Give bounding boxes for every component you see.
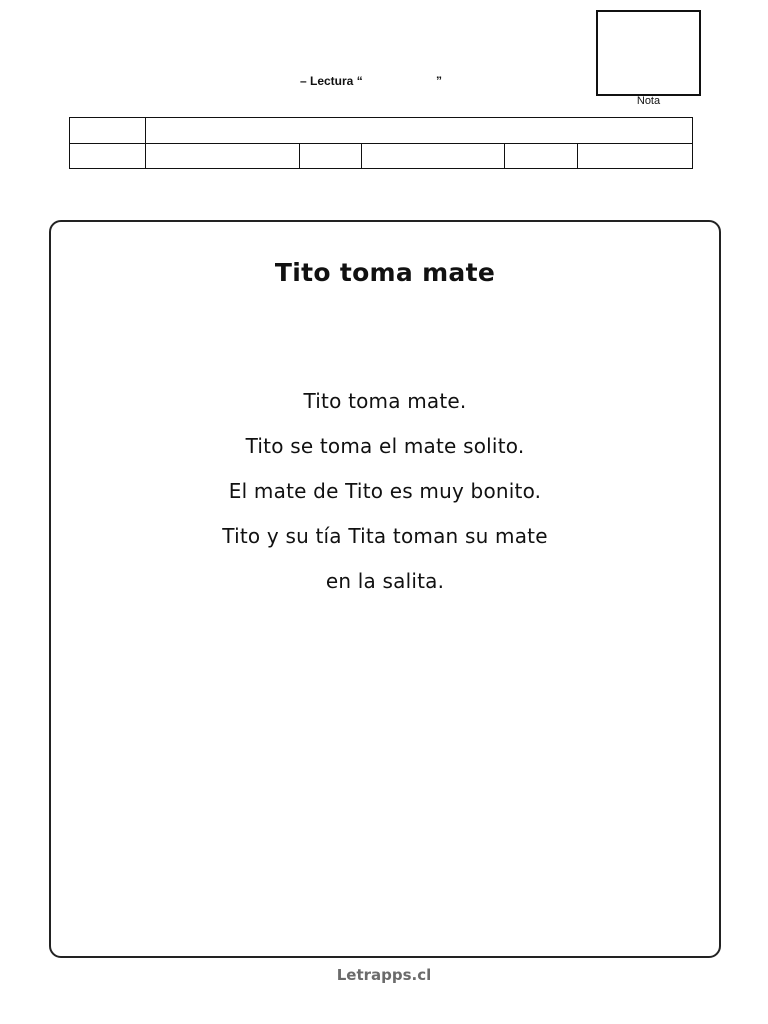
info-cell-label xyxy=(70,118,146,143)
info-cell-field xyxy=(362,143,505,168)
info-cell-label xyxy=(300,143,362,168)
grade-label: Nota xyxy=(636,95,661,107)
info-cell-label xyxy=(70,143,146,168)
reading-line: Tito y su tía Tita toman su mate xyxy=(222,524,548,548)
reading-line: Tito se toma el mate solito. xyxy=(245,434,525,458)
info-row-name xyxy=(70,118,692,144)
info-cell-label xyxy=(505,143,578,168)
info-cell-field xyxy=(146,143,300,168)
reading-line: El mate de Tito es muy bonito. xyxy=(228,479,542,503)
reading-line: en la salita. xyxy=(325,569,445,593)
student-info-table xyxy=(69,117,693,169)
reading-line: Tito toma mate. xyxy=(303,389,467,413)
info-cell-field xyxy=(578,143,692,168)
reading-text xyxy=(51,379,719,604)
worksheet-title: – Lectura “ ” xyxy=(300,74,443,88)
reading-title: Tito toma mate xyxy=(274,258,496,287)
grade-box xyxy=(596,10,701,96)
reading-card xyxy=(49,220,721,958)
info-row-details xyxy=(70,143,692,168)
brand-logo: Letrapps.cl xyxy=(336,966,432,984)
info-cell-field xyxy=(146,118,692,143)
